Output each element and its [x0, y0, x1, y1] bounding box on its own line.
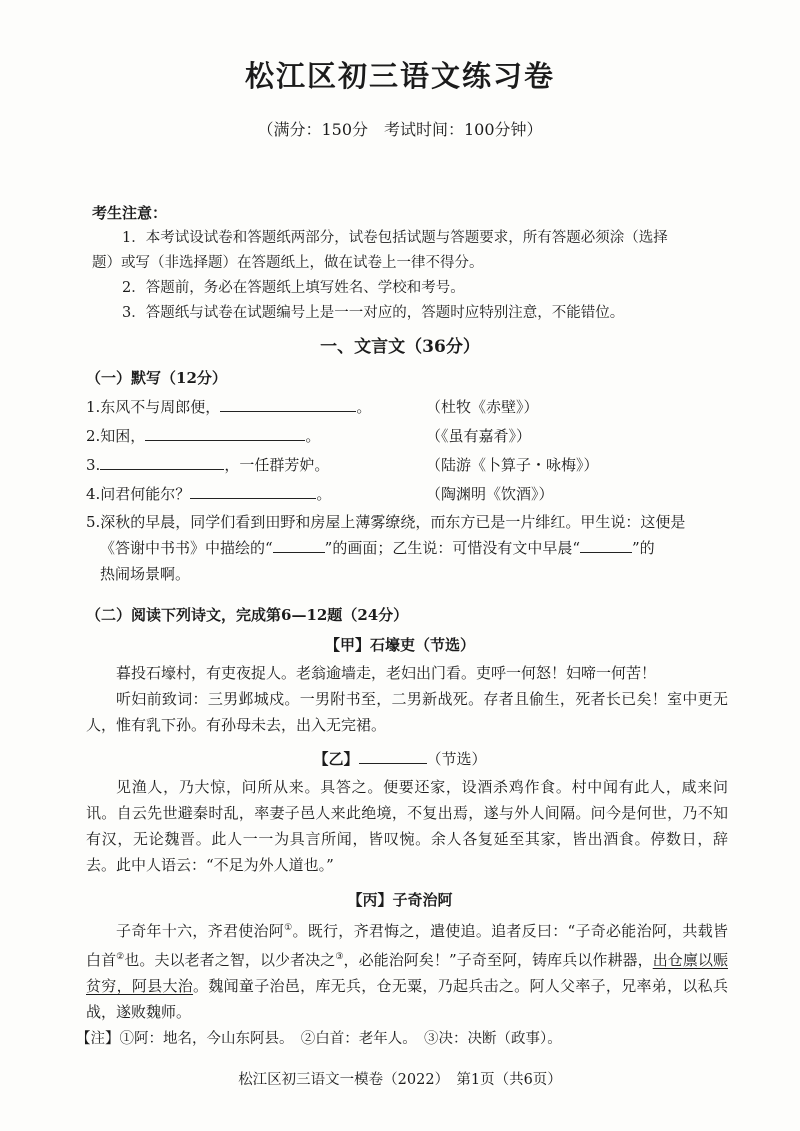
passage-bing-title — [0, 889, 800, 910]
question-3 — [86, 454, 726, 480]
notice-item-1-cont: 题）或写（非选择题）在答题纸上，做在试卷上一律不得分。 — [92, 255, 484, 271]
passage-jia — [86, 660, 728, 738]
passage-bing — [86, 915, 728, 1025]
question-5 — [86, 509, 736, 587]
footnote-ref-2: ② — [116, 952, 125, 962]
q2-end: 。 — [305, 427, 321, 445]
q4-text: 4.问君何能尔？ — [86, 485, 191, 503]
q1-blank — [220, 397, 356, 412]
passage-yi-p1: 见渔人，乃大惊，问所从来。具答之。便要还家，设酒杀鸡作食。村中闻有此人，咸来问讯。自云先世避秦时乱，率妻子邑人来此绝境，不复出焉，遂与外人间隔。问今是何世，乃不知有汉，无论魏晋。此人一一为具言所闻，皆叹惋。余人各复延至其家，皆出酒食。停数日，辞去。此中人语云：“不足为外人道也。” — [86, 778, 728, 874]
passage-jia-p2: 听妇前致词：三男邺城戍。一男附书至，二男新战死。存者且偷生，死者长已矣！室中更无人，惟有乳下孙。有孙母未去，出入无完裙。 — [86, 690, 728, 734]
q2-text: 2.知困， — [86, 427, 146, 445]
bing-seg-c: 也。夫以老者之智，以少者决之 — [124, 951, 336, 969]
q5-line-2-a: 《答谢中书书》中描绘的“ — [100, 539, 273, 557]
passage-yi-title-blank — [359, 749, 427, 764]
q3-source: （陆游《卜算子・咏梅》） — [426, 456, 599, 474]
passage-jia-p1: 暮投石壕村，有吏夜捉人。老翁逾墙走，老妇出门看。吏呼一何怒！妇啼一何苦！ — [116, 664, 657, 682]
exam-subtitle: （满分：150分 考试时间：100分钟） — [257, 120, 543, 139]
q4-source: （陶渊明《饮酒》） — [426, 485, 554, 503]
q5-line-1: 5.深秋的早晨，同学们看到田野和房屋上薄雾缭绕，而东方已是一片绯红。甲生说：这便是 — [86, 513, 686, 531]
bing-seg-b: 。既行，齐君悔之，遣使追。追者反曰：“子奇必能治阿，共载皆白首 — [86, 922, 728, 969]
passage-jia-title — [0, 634, 800, 655]
passage-yi-title-a: 【乙】 — [313, 750, 359, 768]
q3-start: 3. — [86, 456, 101, 474]
q4-blank — [190, 484, 316, 499]
q2-source: （《虽有嘉肴》） — [426, 427, 532, 445]
exam-title: 松江区初三语文练习卷 — [244, 59, 555, 93]
q5-line-2 — [86, 535, 736, 561]
underlined-sentence: 出仓廪以赈贫穷，阿县大治 — [86, 951, 728, 995]
q1-text: 1.东风不与周郎便， — [86, 398, 221, 416]
passage-yi-title — [0, 748, 800, 769]
q5-line-3: 热闹场景啊。 — [100, 565, 191, 583]
question-2 — [86, 425, 726, 451]
question-1 — [86, 396, 726, 422]
notice-item-1: 1．本考试设试卷和答题纸两部分，试卷包括试题与答题要求，所有答题必须涂（选择 — [122, 230, 668, 246]
q3-text: ，一任群芳妒。 — [224, 456, 330, 474]
page-footer: 松江区初三语文一模卷（2022） 第1页（共6页） — [238, 1072, 562, 1088]
notice-heading: 考生注意： — [92, 204, 168, 222]
notice-item-2: 2．答题前，务必在答题纸上填写姓名、学校和考号。 — [122, 280, 465, 296]
q5-blank-1 — [273, 540, 325, 553]
q5-line-2-b: ”的画面；乙生说：可惜没有文中早晨“ — [324, 539, 581, 557]
q5-blank-2 — [580, 540, 632, 553]
part1-title: （一）默写（12分） — [86, 369, 227, 387]
passage-bing-p1 — [86, 915, 728, 1025]
passage-yi — [86, 774, 728, 878]
bing-seg-d: ，必能治阿矣！”子奇至阿，铸库兵以作耕器， — [343, 951, 653, 969]
footnotes: 【注】①阿：地名，今山东阿县。 ②白首：老年人。 ③决：决断（政事）。 — [76, 1031, 562, 1047]
section-title: 一、文言文（36分） — [320, 337, 480, 357]
q2-blank — [145, 426, 305, 441]
passage-bing-title-text: 【丙】子奇治阿 — [347, 891, 453, 909]
passage-yi-title-b: （节选） — [426, 750, 487, 768]
bing-seg-a: 子奇年十六，齐君使治阿 — [116, 922, 285, 940]
q5-line-2-c: ”的 — [632, 539, 655, 557]
q4-end: 。 — [316, 485, 332, 503]
passage-jia-title-text: 【甲】石壕吏（节选） — [324, 636, 475, 654]
question-4 — [86, 483, 726, 509]
bing-seg-e: 。魏闻童子治邑，库无兵，仓无粟，乃起兵击之。阿人父率子，兄率弟，以私兵战，遂败魏师。 — [86, 977, 728, 1021]
q3-blank — [100, 455, 224, 470]
footnote-ref-3: ③ — [335, 952, 344, 962]
q1-end: 。 — [356, 398, 372, 416]
notice-list — [92, 226, 736, 326]
q1-source: （杜牧《赤壁》） — [426, 398, 539, 416]
footnote-ref-1: ① — [284, 923, 293, 933]
part2-title: （二）阅读下列诗文，完成第6—12题（24分） — [86, 606, 409, 624]
notice-item-3: 3．答题纸与试卷在试题编号上是一一对应的，答题时应特别注意，不能错位。 — [122, 305, 625, 321]
